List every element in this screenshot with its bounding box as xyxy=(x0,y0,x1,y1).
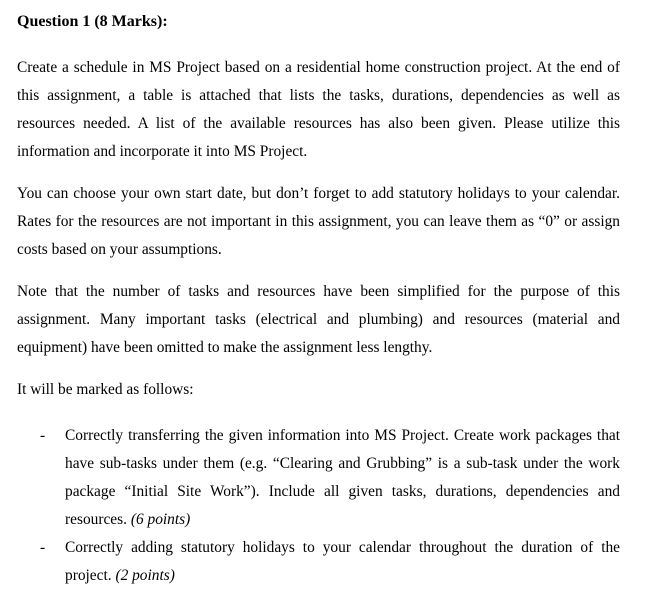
start-date-paragraph: You can choose your own start date, but don’t forget to add statutory holidays to your calendar. Rates for the resources are not important in this assignment, you can leave them as “0” or assign costs based on your assumptions. xyxy=(17,185,620,258)
list-item xyxy=(17,534,620,590)
question-title: Question 1 (8 Marks): xyxy=(17,13,168,30)
marking-intro-paragraph: It will be marked as follows: xyxy=(17,381,194,398)
list-item xyxy=(17,422,620,534)
marking-list xyxy=(17,422,620,590)
marking-item-points: (6 points) xyxy=(130,511,191,528)
intro-paragraph: Create a schedule in MS Project based on a residential home construction project. At the end of this assignment, a table is attached that lists the tasks, durations, dependencies as well as resources needed. A list of the available resources has also been given. Please utilize this information and incorporate it into MS Project. xyxy=(17,59,620,160)
simplification-note-paragraph: Note that the number of tasks and resources have been simplified for the purpose of this assignment. Many important tasks (electrical and plumbing) and resources (material and equipment) have been omitted to make the assignment less lengthy. xyxy=(17,283,620,356)
marking-item-text: Correctly transferring the given information into MS Project. Create work packages that have sub-tasks under them (e.g. “Clearing and Grubbing” is a sub-task under the work package “Initial Site Work”). Include all given tasks, durations, dependencies and resources. xyxy=(65,427,620,528)
document-page xyxy=(17,0,620,606)
dash-bullet: - xyxy=(40,427,46,444)
marking-item-points: (2 points) xyxy=(115,567,175,584)
marking-item-text: Correctly adding statutory holidays to your calendar throughout the duration of the project. xyxy=(65,539,620,584)
dash-bullet: - xyxy=(40,539,46,556)
